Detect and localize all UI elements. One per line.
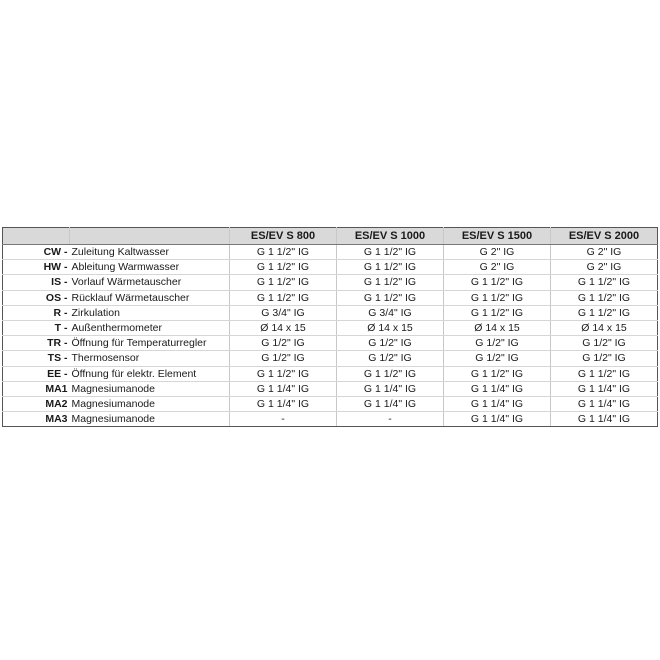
connection-size-cell: G 1/2" IG bbox=[337, 351, 444, 366]
connection-description: Zuleitung Kaltwasser bbox=[70, 245, 230, 260]
connection-size-cell: G 1 1/4" IG bbox=[444, 381, 551, 396]
connection-size-cell: G 1 1/2" IG bbox=[337, 260, 444, 275]
connection-size-cell: G 1 1/4" IG bbox=[337, 396, 444, 411]
connection-size-cell: G 1 1/2" IG bbox=[444, 290, 551, 305]
connection-size-cell: G 1 1/2" IG bbox=[444, 305, 551, 320]
connection-code: R - bbox=[3, 305, 70, 320]
connection-size-cell: G 1 1/2" IG bbox=[230, 275, 337, 290]
table-row bbox=[3, 320, 658, 335]
connection-size-cell: G 1 1/2" IG bbox=[551, 275, 658, 290]
connection-size-cell: G 1 1/2" IG bbox=[444, 366, 551, 381]
connection-size-cell: G 1 1/4" IG bbox=[444, 396, 551, 411]
connection-size-cell: - bbox=[230, 412, 337, 427]
connection-size-cell: G 1 1/4" IG bbox=[551, 381, 658, 396]
connection-size-cell: G 1 1/2" IG bbox=[444, 275, 551, 290]
connection-size-cell: G 1/2" IG bbox=[230, 336, 337, 351]
connection-description: Vorlauf Wärmetauscher bbox=[70, 275, 230, 290]
connection-size-cell: G 1/2" IG bbox=[444, 336, 551, 351]
connection-size-cell: G 1 1/2" IG bbox=[230, 290, 337, 305]
connection-size-cell: G 2" IG bbox=[444, 245, 551, 260]
connection-code: MA2 bbox=[3, 396, 70, 411]
connection-size-cell: G 1 1/2" IG bbox=[230, 260, 337, 275]
connection-description: Rücklauf Wärmetauscher bbox=[70, 290, 230, 305]
connection-size-cell: G 1/2" IG bbox=[444, 351, 551, 366]
header-cell-model: ES/EV S 1000 bbox=[337, 228, 444, 245]
connection-code: HW - bbox=[3, 260, 70, 275]
connections-spec-table bbox=[2, 227, 658, 427]
header-cell-code bbox=[3, 228, 70, 245]
connection-size-cell: Ø 14 x 15 bbox=[230, 320, 337, 335]
connection-description: Magnesiumanode bbox=[70, 396, 230, 411]
connection-description: Magnesiumanode bbox=[70, 381, 230, 396]
table-row bbox=[3, 275, 658, 290]
connection-size-cell: G 1 1/4" IG bbox=[551, 396, 658, 411]
connection-size-cell: G 1/2" IG bbox=[551, 351, 658, 366]
connection-size-cell: G 1/2" IG bbox=[337, 336, 444, 351]
connection-size-cell: Ø 14 x 15 bbox=[551, 320, 658, 335]
table-row bbox=[3, 412, 658, 427]
connection-size-cell: G 1 1/2" IG bbox=[551, 305, 658, 320]
connection-size-cell: - bbox=[337, 412, 444, 427]
table-row bbox=[3, 245, 658, 260]
connection-size-cell: G 3/4" IG bbox=[337, 305, 444, 320]
connection-code: OS - bbox=[3, 290, 70, 305]
connection-size-cell: G 1 1/2" IG bbox=[230, 245, 337, 260]
connection-size-cell: G 1 1/2" IG bbox=[337, 366, 444, 381]
connection-code: CW - bbox=[3, 245, 70, 260]
connection-size-cell: G 1 1/4" IG bbox=[230, 381, 337, 396]
connection-description: Zirkulation bbox=[70, 305, 230, 320]
connection-size-cell: G 1 1/2" IG bbox=[551, 290, 658, 305]
connection-size-cell: Ø 14 x 15 bbox=[444, 320, 551, 335]
connection-size-cell: G 1/2" IG bbox=[551, 336, 658, 351]
connection-size-cell: G 2" IG bbox=[551, 260, 658, 275]
connection-size-cell: G 1/2" IG bbox=[230, 351, 337, 366]
connection-code: T - bbox=[3, 320, 70, 335]
connection-size-cell: G 1 1/4" IG bbox=[337, 381, 444, 396]
header-cell-model: ES/EV S 2000 bbox=[551, 228, 658, 245]
header-cell-model: ES/EV S 1500 bbox=[444, 228, 551, 245]
table-row bbox=[3, 366, 658, 381]
table-row bbox=[3, 260, 658, 275]
header-cell-description bbox=[70, 228, 230, 245]
connection-description: Öffnung für elektr. Element bbox=[70, 366, 230, 381]
connection-description: Magnesiumanode bbox=[70, 412, 230, 427]
table-body bbox=[3, 245, 658, 427]
connection-size-cell: G 3/4" IG bbox=[230, 305, 337, 320]
table-row bbox=[3, 396, 658, 411]
table-row bbox=[3, 336, 658, 351]
table-row bbox=[3, 290, 658, 305]
table-row bbox=[3, 351, 658, 366]
header-cell-model: ES/EV S 800 bbox=[230, 228, 337, 245]
connection-description: Ableitung Warmwasser bbox=[70, 260, 230, 275]
connection-size-cell: Ø 14 x 15 bbox=[337, 320, 444, 335]
connection-code: TR - bbox=[3, 336, 70, 351]
connection-size-cell: G 2" IG bbox=[444, 260, 551, 275]
connection-description: Öffnung für Temperaturregler bbox=[70, 336, 230, 351]
connection-description: Thermosensor bbox=[70, 351, 230, 366]
connection-size-cell: G 1 1/4" IG bbox=[444, 412, 551, 427]
connection-size-cell: G 1 1/2" IG bbox=[337, 245, 444, 260]
connection-size-cell: G 1 1/2" IG bbox=[337, 290, 444, 305]
connection-size-cell: G 1 1/2" IG bbox=[551, 366, 658, 381]
connection-size-cell: G 2" IG bbox=[551, 245, 658, 260]
connection-code: MA1 bbox=[3, 381, 70, 396]
connection-code: MA3 bbox=[3, 412, 70, 427]
connection-description: Außenthermometer bbox=[70, 320, 230, 335]
table-header-row bbox=[3, 228, 658, 245]
connection-size-cell: G 1 1/2" IG bbox=[230, 366, 337, 381]
connection-size-cell: G 1 1/4" IG bbox=[551, 412, 658, 427]
connection-size-cell: G 1 1/4" IG bbox=[230, 396, 337, 411]
connection-code: IS - bbox=[3, 275, 70, 290]
connection-code: TS - bbox=[3, 351, 70, 366]
connection-size-cell: G 1 1/2" IG bbox=[337, 275, 444, 290]
table-row bbox=[3, 305, 658, 320]
table-row bbox=[3, 381, 658, 396]
connection-code: EE - bbox=[3, 366, 70, 381]
